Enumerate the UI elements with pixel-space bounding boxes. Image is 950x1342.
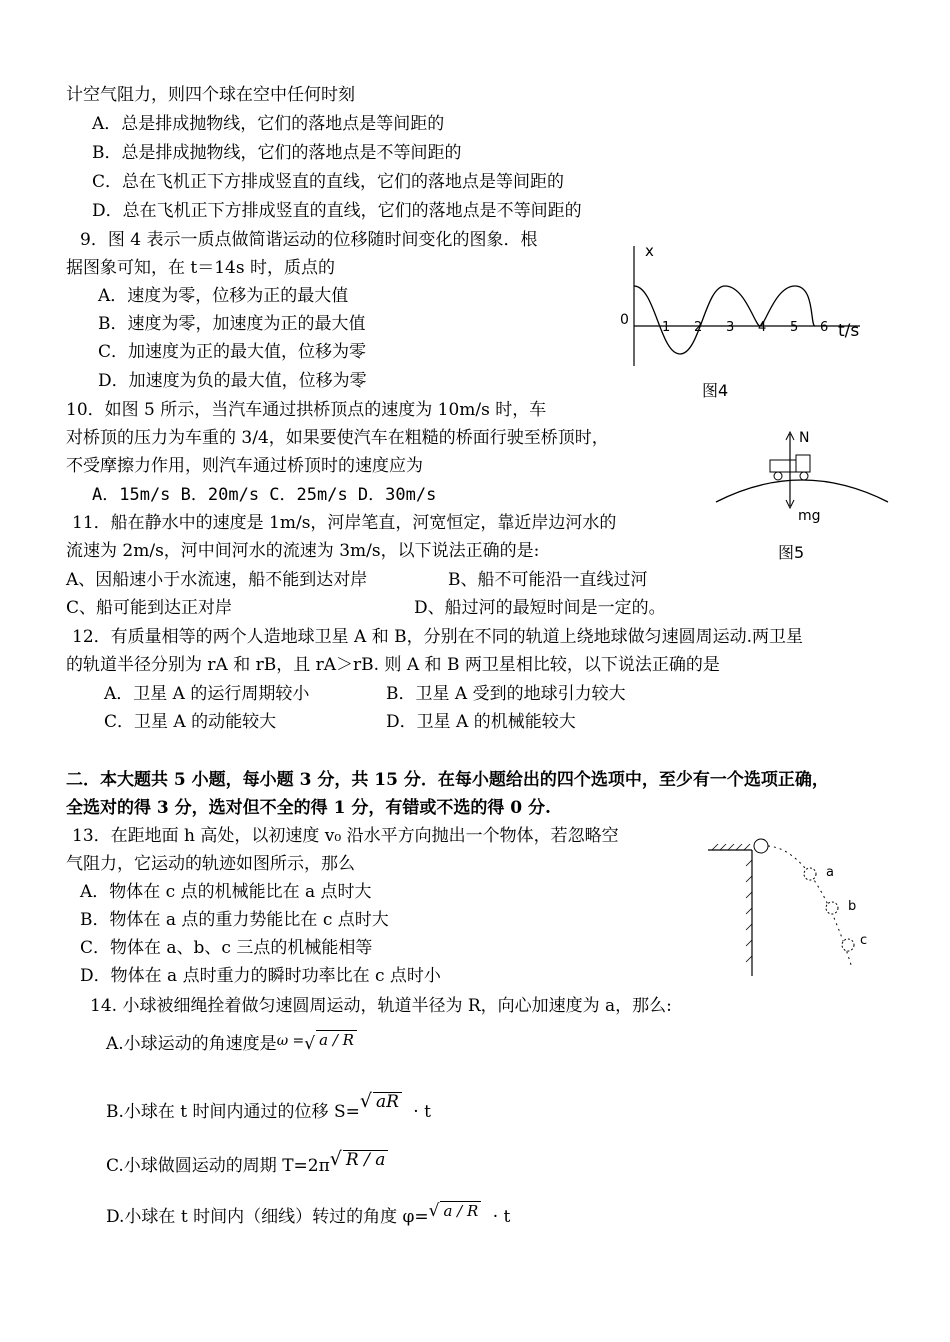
point-b-label: b	[848, 899, 857, 914]
question-9-option-c: C．加速度为正的最大值，位移为零	[98, 342, 367, 362]
tick-label: 3	[726, 320, 735, 335]
question-11-option-c: C、船可能到达正对岸	[66, 598, 233, 618]
question-13-option-d: D．物体在 a 点时重力的瞬时功率比在 c 点时小	[80, 966, 441, 986]
question-13-text: 13．在距地面 h 高处，以初速度 v₀ 沿水平方向抛出一个物体，若忽略空	[72, 826, 619, 846]
question-10-options: A．15m/s B．20m/s C．25m/s D．30m/s	[92, 485, 437, 505]
option-b: B．总是排成抛物线，它们的落地点是不等间距的	[92, 143, 462, 163]
question-9-option-d: D．加速度为负的最大值，位移为零	[98, 371, 367, 391]
figure-4-caption: 图4	[702, 381, 729, 400]
option-c: C．总在飞机正下方排成竖直的直线，它们的落地点是等间距的	[92, 172, 565, 192]
question-12-text: 的轨道半径分别为 rA 和 rB，且 rA＞rB. 则 A 和 B 两卫星相比较，以下说法正确的是	[66, 655, 720, 675]
option-a: A．总是排成抛物线，它们的落地点是等间距的	[92, 114, 445, 134]
question-14-option-a: A.小球运动的角速度是$^{\omega =}$√ a / R	[106, 1030, 357, 1055]
figure-13-projectile	[706, 836, 886, 978]
question-13-option-c: C．物体在 a、b、c 三点的机械能相等	[80, 938, 373, 958]
times-t: · t	[492, 1207, 511, 1227]
option-d-text: D.小球在 t 时间内（细线）转过的角度 φ=	[106, 1207, 429, 1227]
question-12-option-b: B．卫星 A 受到的地球引力较大	[386, 684, 626, 704]
question-14-text: 14. 小球被细绳拴着做匀速圆周运动，轨道半径为 R，向心加速度为 a，那么:	[90, 996, 672, 1016]
origin-label: 0	[620, 312, 629, 328]
question-11-option-b: B、船不可能沿一直线过河	[448, 570, 648, 590]
force-mg-label: mg	[798, 508, 821, 524]
tick-label: 5	[790, 320, 799, 335]
question-12-text: 12．有质量相等的两个人造地球卫星 A 和 B，分别在不同的轨道上绕地球做匀速圆周运动.两卫星	[72, 627, 804, 647]
wheel-icon	[774, 472, 782, 480]
figure-4-sine-graph	[610, 238, 890, 408]
ball-c-icon	[842, 939, 854, 951]
question-14-option-d: D.小球在 t 时间内（细线）转过的角度 φ=√ a / R · t	[106, 1201, 511, 1227]
t-axis-ticks	[662, 320, 828, 335]
question-14-option-c: C.小球做圆运动的周期 T=2π√ R / a	[106, 1148, 388, 1177]
ball-a-icon	[804, 868, 816, 880]
option-d: D．总在飞机正下方排成竖直的直线，它们的落地点是不等间距的	[92, 201, 582, 221]
car-cab-icon	[796, 455, 810, 472]
trajectory-path	[768, 846, 852, 968]
option-c-text: C.小球做圆运动的周期 T=2π	[106, 1156, 330, 1176]
ball-b-icon	[826, 902, 838, 914]
figure-5-caption: 图5	[778, 543, 805, 562]
option-a-text: A.小球运动的角速度是	[106, 1034, 277, 1054]
option-b-text: B.小球在 t 时间内通过的位移 S=	[106, 1102, 360, 1122]
question-9-text: 9．图 4 表示一质点做简谐运动的位移随时间变化的图象．根	[80, 230, 538, 250]
figure-5-bridge	[712, 422, 892, 572]
question-11-text: 流速为 2m/s，河中间河水的流速为 3m/s，以下说法正确的是:	[66, 541, 540, 561]
axis-x-label: x	[645, 242, 654, 260]
question-13-text: 气阻力，它运动的轨迹如图所示，那么	[66, 854, 355, 874]
force-n-label: N	[799, 430, 810, 446]
question-13-option-a: A．物体在 c 点的机械能比在 a 点时大	[80, 882, 372, 902]
question-14-option-b: B.小球在 t 时间内通过的位移 S=√ aR · t	[106, 1090, 431, 1122]
question-11-option-d: D、船过河的最短时间是一定的。	[414, 598, 666, 618]
question-10-text: 对桥顶的压力为车重的 3/4，如果要使汽车在粗糙的桥面行驶至桥顶时，	[66, 428, 609, 448]
radical-a-over-r: a / R	[316, 1030, 357, 1049]
question-9-text: 据图象可知，在 t＝14s 时，质点的	[66, 258, 335, 278]
bridge-arc	[716, 480, 888, 502]
cliff-hatching	[712, 844, 752, 962]
radical-r-over-a: R / a	[343, 1150, 388, 1169]
question-9-option-a: A．速度为零，位移为正的最大值	[98, 286, 349, 306]
wheel-icon	[800, 472, 808, 480]
question-12-option-a: A．卫星 A 的运行周期较小	[104, 684, 310, 704]
times-t: · t	[413, 1102, 431, 1122]
question-13-option-b: B．物体在 a 点的重力势能比在 c 点时大	[80, 910, 389, 930]
question-11-option-a: A、因船速小于水流速，船不能到达对岸	[66, 570, 368, 590]
tick-label: 1	[662, 320, 671, 335]
ball-icon	[754, 839, 768, 853]
tick-label: 2	[694, 320, 703, 335]
question-10-text: 不受摩擦力作用，则汽车通过桥顶时的速度应为	[66, 456, 423, 476]
radical-ar: aR	[373, 1092, 402, 1111]
tick-label: 4	[758, 320, 767, 335]
point-a-label: a	[826, 865, 834, 880]
question-12-option-d: D．卫星 A 的机械能较大	[386, 712, 576, 732]
section-2-heading: 二．本大题共 5 小题，每小题 3 分，共 15 分．在每小题给出的四个选项中，至少有一个选项正确，	[66, 770, 829, 790]
section-2-heading: 全选对的得 3 分，选对但不全的得 1 分，有错或不选的得 0 分.	[66, 798, 551, 818]
question-11-text: 11．船在静水中的速度是 1m/s，河岸笔直，河宽恒定，靠近岸边河水的	[72, 513, 617, 533]
radical-a-over-r: a / R	[440, 1201, 481, 1220]
question-12-option-c: C．卫星 A 的动能较大	[104, 712, 277, 732]
axis-t-label: t/s	[838, 321, 860, 341]
omega-equals: ω =	[276, 1033, 305, 1049]
tick-label: 6	[820, 320, 829, 335]
question-10-text: 10．如图 5 所示，当汽车通过拱桥顶点的速度为 10m/s 时，车	[66, 400, 547, 420]
car-body-icon	[770, 460, 796, 472]
text-line: 计空气阻力，则四个球在空中任何时刻	[66, 85, 355, 105]
point-c-label: c	[860, 933, 868, 948]
question-9-option-b: B．速度为零，加速度为正的最大值	[98, 314, 366, 334]
